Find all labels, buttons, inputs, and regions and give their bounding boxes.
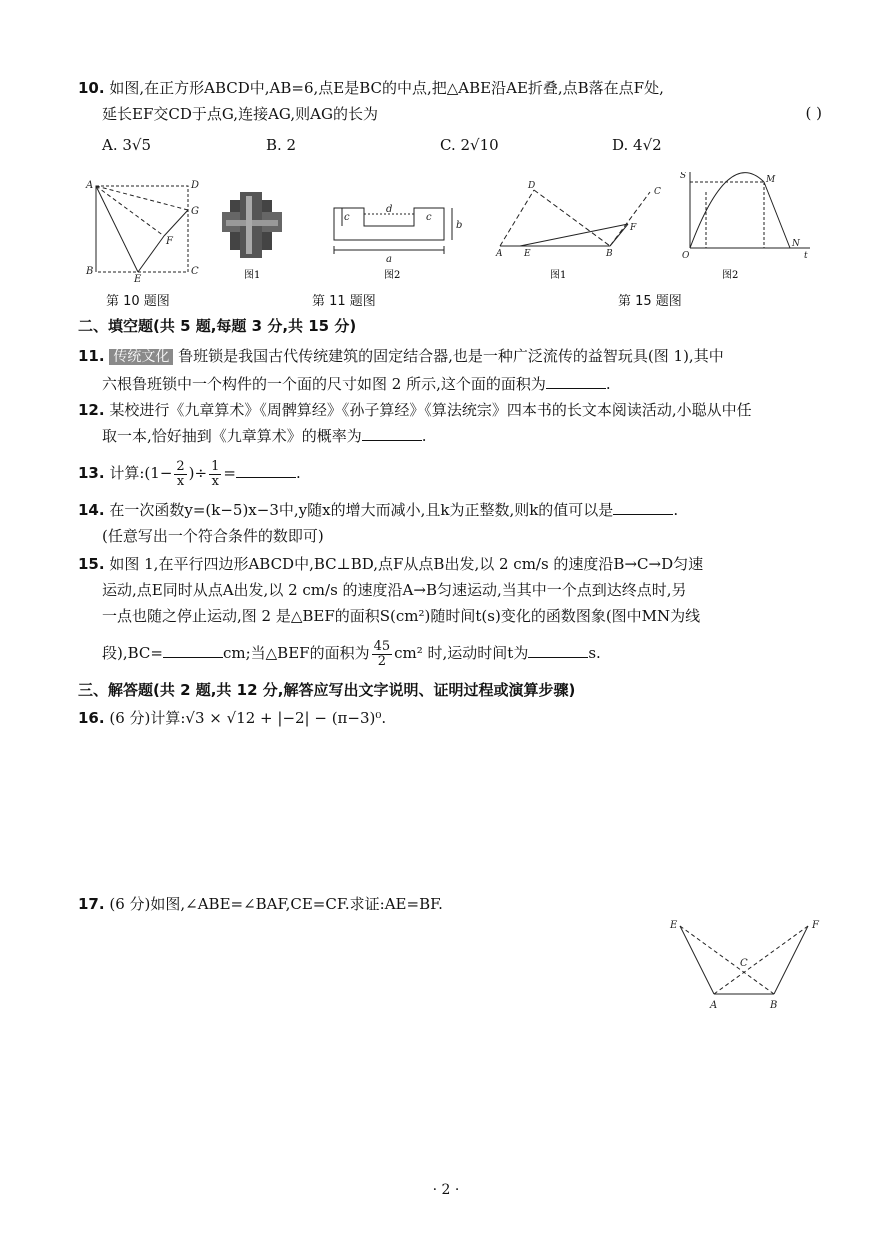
q15-frac-denominator: 2	[377, 653, 386, 669]
fig11-caption: 第 11 题图	[312, 294, 376, 309]
q13-fraction-2	[209, 460, 221, 489]
q15-number: 15.	[78, 555, 105, 573]
q10-text-line2: 延长EF交CD于点G,连接AG,则AG的长为	[102, 105, 378, 123]
q16-number: 16.	[78, 709, 105, 727]
fig10-label-c: C	[191, 266, 199, 277]
q13-frac1-denominator: x	[176, 473, 185, 489]
q14-line2	[78, 526, 832, 546]
q14-number: 14.	[78, 501, 105, 519]
fig10-caption: 第 10 题图	[106, 294, 170, 309]
q11-answer-blank[interactable]	[546, 374, 606, 389]
q15-text-line4-b: cm;当△BEF的面积为	[222, 644, 370, 662]
fig17-label-f: F	[812, 920, 819, 931]
q15-t-blank[interactable]	[528, 643, 588, 658]
fig11-2-label: 图2	[384, 270, 401, 281]
fig11-lock-image	[222, 192, 282, 258]
q14-answer-blank[interactable]	[613, 500, 673, 515]
fig11-dim-b: b	[456, 220, 463, 231]
q13-frac2-denominator: x	[211, 473, 219, 489]
q11-number: 11.	[78, 347, 105, 365]
fig10-label-a: A	[86, 180, 94, 191]
fig10-label-e: E	[134, 274, 142, 284]
q12-text-line1: 某校进行《九章算术》《周髀算经》《孙子算经》《算法统宗》四本书的长文本阅读活动,小聪从中任	[109, 401, 752, 419]
q13-answer-blank[interactable]	[236, 463, 296, 478]
q10-option-a[interactable]: A. 3√5	[102, 136, 152, 154]
section2-title: 二、填空题(共 5 题,每题 3 分,共 15 分)	[78, 317, 357, 335]
fig17-diagram	[668, 918, 828, 1018]
fig15-axis-t: t	[804, 251, 808, 261]
fig15-point-n: N	[792, 239, 800, 249]
fig11-dim-a: a	[386, 254, 392, 265]
fig15-label-b: B	[606, 249, 613, 259]
q13-frac2-numerator: 1	[211, 458, 220, 474]
q12-line1	[78, 400, 832, 420]
q14-line1	[78, 500, 832, 520]
q10-answer-paren[interactable]: ( )	[805, 104, 822, 122]
fig10-label-d: D	[191, 180, 200, 191]
q11-text-line1: 鲁班锁是我国古代传统建筑的固定结合器,也是一种广泛流传的益智玩具(图 1),其中	[178, 347, 724, 365]
q14-text-line2: (任意写出一个符合条件的数即可)	[102, 527, 324, 545]
q10-line1	[78, 78, 832, 98]
q16-text: (6 分)计算:√3 × √12 + |−2| − (π−3)⁰.	[109, 709, 387, 727]
fig15-2-label: 图2	[722, 270, 739, 281]
fig17-label-a: A	[710, 1000, 718, 1011]
q15-text-line4-a: 段),BC=	[102, 644, 163, 662]
fig10-label-b: B	[86, 266, 94, 277]
q10-line2	[78, 104, 832, 124]
q13-line	[78, 456, 832, 490]
fig15-label-c: C	[654, 187, 661, 197]
page-number: · 2 ·	[432, 1182, 460, 1198]
q15-text-line4-d: s.	[588, 644, 601, 662]
q10-option-d[interactable]: D. 4√2	[612, 136, 662, 154]
fig10-label-f: F	[166, 236, 173, 247]
fig17-label-c: C	[740, 958, 748, 969]
q14-end: .	[673, 501, 679, 519]
q10-text-line1: 如图,在正方形ABCD中,AB=6,点E是BC的中点,把△ABE沿AE折叠,点B落在点F处,	[109, 79, 664, 97]
q13-expr-c: =	[223, 464, 236, 482]
q10-option-c[interactable]: C. 2√10	[440, 136, 499, 154]
q15-text-line1: 如图 1,在平行四边形ABCD中,BC⊥BD,点F从点B出发,以 2 cm/s 的速度沿B→C→D匀速	[109, 555, 704, 573]
fig15-origin: O	[682, 251, 690, 261]
q15-line3	[78, 606, 832, 626]
fig17-label-e: E	[670, 920, 678, 931]
q10-option-b[interactable]: B. 2	[266, 136, 297, 154]
q13-frac1-numerator: 2	[176, 458, 185, 474]
fig15-label-f: F	[630, 223, 637, 233]
section3-title: 三、解答题(共 2 题,共 12 分,解答应写出文字说明、证明过程或演算步骤)	[78, 681, 576, 699]
fig15-graph	[690, 172, 810, 248]
q10-number: 10.	[78, 79, 105, 97]
q15-text-line4-c: cm² 时,运动时间t为	[394, 644, 529, 662]
fig17-label-b: B	[770, 1000, 778, 1011]
fig15-1-label: 图1	[550, 270, 567, 281]
q15-line2	[78, 580, 832, 600]
q11-text-line2: 六根鲁班锁中一个构件的一个面的尺寸如图 2 所示,这个面的面积为	[102, 375, 546, 393]
q11-tag: 传统文化	[109, 349, 173, 365]
q14-text-line1: 在一次函数y=(k−5)x−3中,y随x的增大而减小,且k为正整数,则k的值可以是	[109, 501, 614, 519]
q11-line2	[78, 374, 832, 394]
fig15-caption: 第 15 题图	[618, 294, 682, 309]
q15-text-line3: 一点也随之停止运动,图 2 是△BEF的面积S(cm²)随时间t(s)变化的函数图象(图中MN为线	[102, 607, 701, 625]
q13-end: .	[295, 464, 301, 482]
q15-bc-blank[interactable]	[163, 643, 223, 658]
fig15-label-d: D	[528, 181, 536, 191]
q12-number: 12.	[78, 401, 105, 419]
q17-number: 17.	[78, 895, 105, 913]
fig11-dimension-diagram	[334, 208, 452, 254]
q15-frac-numerator: 45	[373, 638, 391, 654]
q13-expr-a: (1−	[144, 464, 173, 482]
q11-end: .	[605, 375, 611, 393]
q13-prefix: 计算:	[109, 464, 145, 482]
q12-line2	[78, 426, 832, 446]
q15-fraction	[372, 640, 393, 669]
fig11-dim-c-left: c	[344, 212, 350, 223]
fig15-parallelogram	[500, 190, 650, 246]
q13-expr-b: )÷	[188, 464, 208, 482]
fig10-diagram	[96, 186, 188, 272]
q12-text-line2: 取一本,恰好抽到《九章算术》的概率为	[102, 427, 362, 445]
fig15-axis-s: S	[680, 172, 687, 181]
figure-row	[80, 172, 820, 284]
fig11-dim-c-right: c	[426, 212, 432, 223]
q13-number: 13.	[78, 464, 105, 482]
q16-line	[78, 708, 832, 728]
fig15-label-e: E	[524, 249, 531, 259]
q15-text-line2: 运动,点E同时从点A出发,以 2 cm/s 的速度沿A→B匀速运动,当其中一个点到达终点时,另	[102, 581, 687, 599]
fig10-label-g: G	[191, 206, 199, 217]
q13-fraction-1	[174, 460, 186, 489]
q17-text: (6 分)如图,∠ABE=∠BAF,CE=CF.求证:AE=BF.	[109, 895, 443, 913]
q17-line	[78, 894, 832, 914]
q11-line1	[78, 346, 832, 367]
fig15-label-a: A	[496, 249, 503, 259]
section2-heading	[78, 316, 832, 336]
fig15-point-m: M	[766, 175, 776, 185]
q12-answer-blank[interactable]	[362, 426, 422, 441]
fig11-1-label: 图1	[244, 270, 261, 281]
q12-end: .	[421, 427, 427, 445]
section3-heading	[78, 680, 832, 700]
fig11-dim-d: d	[386, 204, 393, 215]
q15-line1	[78, 554, 832, 574]
q15-line4	[78, 636, 832, 670]
